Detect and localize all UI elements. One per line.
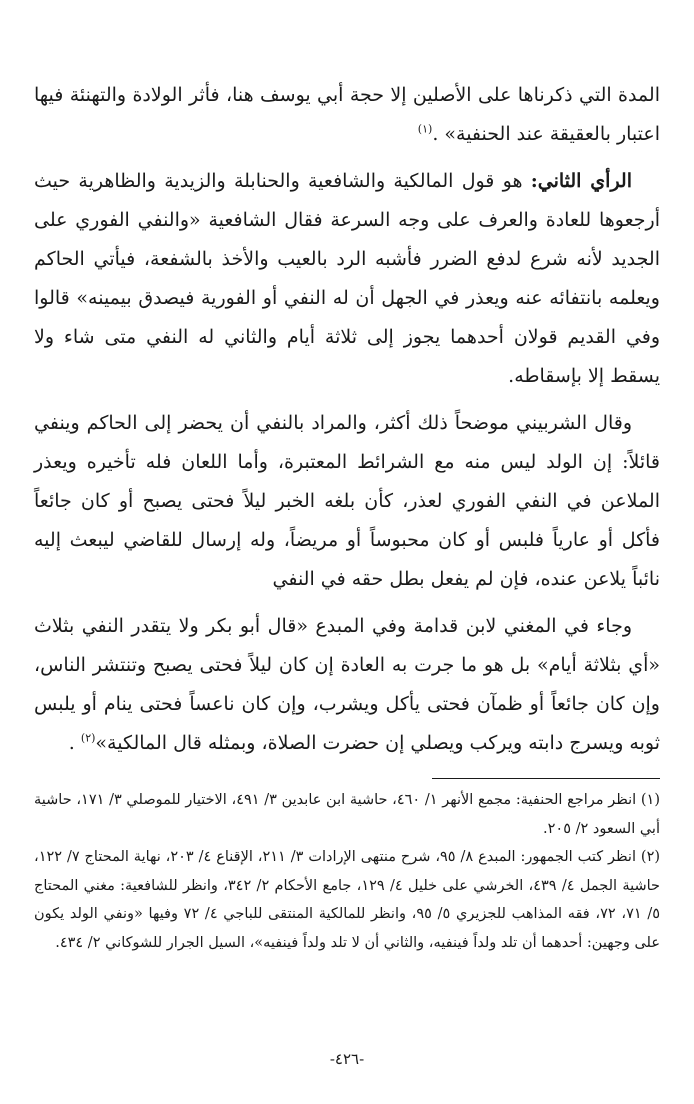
paragraph-4-text: وجاء في المغني لابن قدامة وفي المبدع «قال أبو بكر ولا يتقدر النفي بثلاث «أي بثلاثة أيام» بل هو ما جرت به العادة إن كان ليلاً فحتى يصبح وتنتشر الناس، وإن كان جائعاً أو ظمآن فحتى يأكل ويشرب، وإن كان ناعساً فحتى ينام أو يلبس ثوبه ويسرج دابته ويركب ويصلي إن حضرت الصلاة، وبمثله قال المالكية» <box>34 615 660 754</box>
paragraph-1 <box>34 76 660 154</box>
paragraph-2-heading: الرأي الثاني: <box>530 170 632 192</box>
paragraph-3-text: وقال الشربيني موضحاً ذلك أكثر، والمراد بالنفي أن يحضر إلى الحاكم وينفي قائلاً: إن الولد ليس منه مع الشرائط المعتبرة، وأما اللعان فله تأخيره ويعذر الملاعن في النفي الفوري لعذر، كأن بلغه الخبر ليلاً فحتى يصبح أو كان جائعاً فأكل أو عارياً فلبس أو كان محبوساً أو مريضاً، وله إرسال للقاضي ليبعث إليه نائباً يلاعن عنده، فإن لم يفعل بطل حقه في النفي <box>34 412 660 590</box>
page-number: -٤٢٦- <box>329 1050 365 1068</box>
footnote-separator <box>432 778 660 779</box>
paragraph-4 <box>34 607 660 763</box>
footnote-ref-2[interactable]: (٢) <box>80 731 96 745</box>
paragraph-3 <box>34 404 660 599</box>
paragraph-4-end: . <box>68 732 81 754</box>
paragraph-1-text: المدة التي ذكرناها على الأصلين إلا حجة أبي يوسف هنا، فأثر الولادة والتهنئة فيها اعتبار بالعقيقة عند الحنفية» . <box>34 84 660 145</box>
footnote-2: (٢) انظر كتب الجمهور: المبدع ٨/ ٩٥، شرح منتهى الإرادات ٣/ ٢١١، الإقناع ٤/ ٢٠٣، نهاية المحتاج ٧/ ١٢٢، حاشية الجمل ٤/ ٤٣٩، الخرشي على خليل ٤/ ١٢٩، جامع الأحكام ٢/ ٣٤٢، وانظر للشافعية: مغني المحتاج ٥/ ٧١، ٧٢، فقه المذاهب للجزيري ٥/ ٩٥، وانظر للمالكية المنتقى للباجي ٤/ ٧٢ وفيها «ونفي الولد يكون على وجهين: أحدهما أن تلد ولداً فينفيه، والثاني أن لا تلد ولداً فينفيه»، السيل الجرار للشوكاني ٢/ ٤٣٤. <box>34 849 661 951</box>
main-text <box>34 76 660 763</box>
footnotes <box>34 786 660 958</box>
footnote-ref-1[interactable]: (١) <box>417 122 433 136</box>
footnote-1: (١) انظر مراجع الحنفية: مجمع الأنهر ١/ ٤٦٠، حاشية ابن عابدين ٣/ ٤٩١، الاختيار للموصلي ٣/ ١٧١، حاشية أبي السعود ٢/ ٢٠٥. <box>34 792 660 837</box>
paragraph-2-text: هو قول المالكية والشافعية والحنابلة والزيدية والظاهرية حيث أرجعوها للعادة والعرف على وجه السرعة فقال الشافعية «والنفي الفوري على الجديد لأنه شرع لدفع الضرر فأشبه الرد بالعيب والأخذ بالشفعة، فيأتي الحاكم ويعلمه بانتفائه عنه ويعذر في الجهل أن له النفي أو الفورية فيصدق بيمينه» قالوا وفي القديم قولان أحدهما يجوز إلى ثلاثة أيام والثاني له النفي متى شاء ولا يسقط إلا بإسقاطه. <box>34 170 660 387</box>
paragraph-2 <box>34 162 660 396</box>
